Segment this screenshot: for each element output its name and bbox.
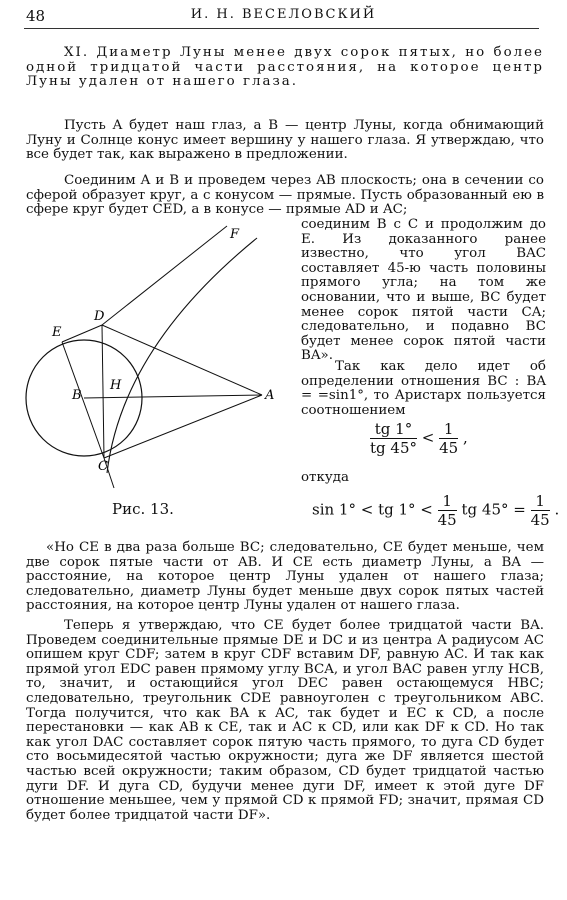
- otkuda-word: откуда: [301, 470, 349, 485]
- formula-2-lhs: sin 1° < tg 1° <: [312, 500, 433, 519]
- formula-1-num: tg 1°: [370, 420, 417, 439]
- label-H: H: [110, 378, 122, 393]
- line-df: [102, 226, 227, 325]
- label-D: D: [94, 309, 105, 324]
- formula-2-mid: tg 45° =: [461, 500, 526, 519]
- label-A: A: [265, 388, 275, 403]
- line-ec: [62, 342, 104, 458]
- line-ad: [102, 325, 262, 395]
- page-number: 48: [26, 7, 46, 25]
- right-column-text-2: Так как дело идет об определении отношения BC : BA = =sin1°, то Аристарх пользуется соотношением: [301, 359, 546, 418]
- arc-cdf: [107, 238, 257, 473]
- paragraph-3: Теперь я утверждаю, что CE будет более тридцатой части BA. Проведем соединительные прямые DE и DC и из центра A радиусом AC опишем круг CDF; затем в круг CDF вставим DF, равную AC. И так как прямой угол EDC равен прямому углу BCA, и угол BAC равен углу HCB, то, значит, и остающийся угол DEC равен остающемуся HBC; следовательно, треугольник CDE равноуголен с треугольником ABC. Тогда получится, что как BA к AC, так будет и EC к CD, а после перестановки — как AB к CE, так и AC к CD, или как DF к CD. Но так как угол DAC составляет сорок пятую часть прямого, то дуга CD будет сто восьмидесятой частью окружности; дуга же DF является шестой частью всей окружности; таким образом, CD будет тридцатой частью дуги DF. И дуга CD, будучи менее дуги DF, имеет к этой дуге DF отношение меньшее, чем у прямой CD к прямой FD; значит, прямая CD будет более тридцатой части DF».: [26, 618, 544, 823]
- running-head: И. Н. ВЕСЕЛОВСКИЙ: [190, 7, 377, 22]
- figure-13: [22, 218, 297, 493]
- label-C: C: [98, 459, 108, 474]
- formula-2-f2-num: 1: [531, 492, 550, 511]
- formula-2-f1-num: 1: [438, 492, 457, 511]
- formula-2: [312, 492, 559, 529]
- line-ac: [104, 395, 262, 458]
- paragraph-1: Пусть A будет наш глаз, а B — центр Луны, когда обнимающий Луну и Солнце конус имеет вершину у нашего глаза. Я утверждаю, что все будет так, как выражено в предложении.: [26, 118, 544, 163]
- formula-2-tail: .: [554, 500, 560, 519]
- line-dc: [102, 325, 104, 458]
- label-B: B: [72, 388, 82, 403]
- right-column-text-1: соединим B с C и продолжим до E. Из доказанного ранее известно, что угол BAC составляет 45-ю часть половины прямого угла; на том же основании, что и выше, BC будет менее сорок пятой части CA; следовательно, и подавно BC будет менее сорок пятой части BA».: [301, 217, 546, 364]
- formula-2-f2-den: 45: [530, 511, 550, 529]
- formula-1-den: tg 45°: [370, 439, 417, 457]
- line-ba: [84, 395, 262, 398]
- formula-2-fraction-1: [438, 492, 457, 529]
- quote-paragraph: «Но CE в два раза больше BC; следовательно, CE будет меньше, чем две сорок пятые части от AB. И CE есть диаметр Луны, а BA — расстояние, на которое центр Луны удален от нашего глаза; следовательно, диаметр Луны будет меньше двух сорок пятых частей расстояния, на которое центр Луны удален от нашего глаза.: [26, 540, 544, 614]
- figure-caption: Рис. 13.: [112, 500, 174, 518]
- section-xi-heading: XI. Диаметр Луны менее двух сорок пятых, но более одной тридцатой части расстояния, на которое центр Луны удален от нашего глаза.: [26, 45, 544, 90]
- formula-2-f1-den: 45: [437, 511, 457, 529]
- formula-1-rhs-num: 1: [439, 420, 458, 439]
- formula-1-rhs-den: 45: [439, 439, 459, 457]
- header-rule: [24, 28, 539, 29]
- formula-2-fraction-2: [531, 492, 550, 529]
- formula-1: [370, 420, 468, 457]
- label-F: F: [230, 227, 240, 242]
- formula-1-lhs-fraction: [370, 420, 417, 457]
- formula-1-tail: ,: [463, 428, 468, 447]
- page-header: [0, 0, 567, 26]
- formula-1-rhs-fraction: [439, 420, 458, 457]
- formula-1-relation: <: [421, 428, 435, 447]
- paragraph-2: Соединим A и B и проведем через AB плоскость; она в сечении со сферой образует круг, а с конусом — прямые. Пусть образованный ею в сфере круг будет CED, а в конусе — прямые AD и AC;: [26, 173, 544, 218]
- label-E: E: [52, 325, 62, 340]
